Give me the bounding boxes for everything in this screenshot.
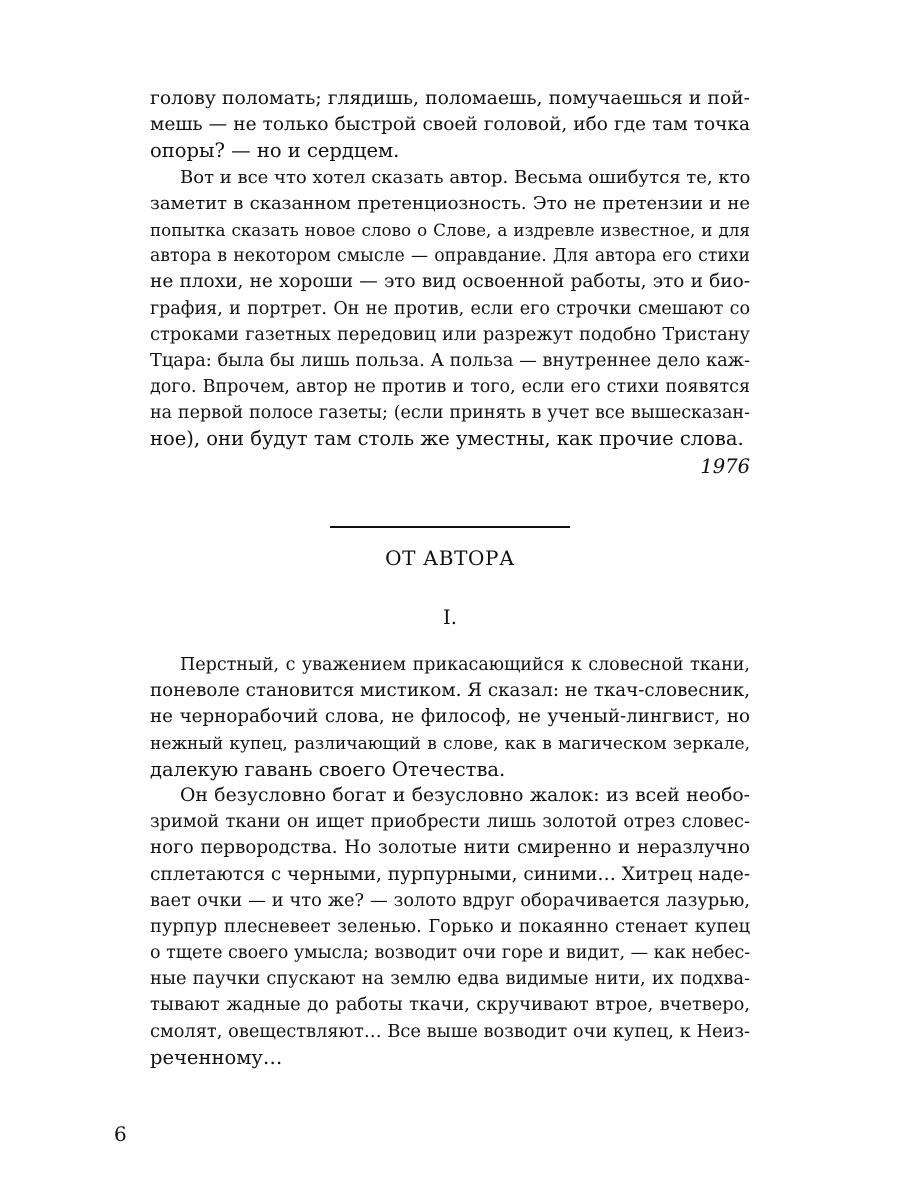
text-line: смолят, овеществляют… Все выше возводит очи купец, к Неиз- <box>150 1021 750 1042</box>
paragraph-block-bottom <box>150 652 750 1071</box>
section-heading: ОТ АВТОРА <box>385 546 515 570</box>
text-line: не чернорабочий слова, не философ, не ученый-лингвист, но <box>150 706 750 728</box>
text-line: опоры? — но и сердцем. <box>150 139 400 163</box>
text-line: ного первородства. Но золотые нити смиренно и неразлучно <box>150 837 750 859</box>
text-line: Перстный, с уважением прикасающийся к словесной ткани, <box>180 655 750 675</box>
text-line: нежный купец, различающий в слове, как в магическом зеркале, <box>150 733 750 754</box>
text-line: реченному… <box>150 1045 283 1069</box>
text-line: на первой полосе газеты; (если принять в учет все вышесказан- <box>150 403 750 424</box>
text-line: попытка сказать новое слово о Слове, а издревле известное, и для <box>150 219 750 240</box>
text-line: ные паучки спускают на землю едва видимые нити, их подхва- <box>150 969 750 990</box>
text-line: Тцара: была бы лишь польза. А польза — внутреннее дело каж- <box>150 350 750 371</box>
text-line: заметит в сказанном претенциозность. Это не претензии и не <box>150 192 750 214</box>
text-line: далекую гавань своего Отечества. <box>150 757 506 781</box>
text-line: голову поломать; глядишь, поломаешь, помучаешься и пой- <box>150 88 750 109</box>
text-line: сплетаются с черными, пурпурными, синими… Хитрец наде- <box>150 863 751 885</box>
paragraph-block-top <box>150 86 750 453</box>
text-line: вает очки — и что же? — золото вдруг оборачивается лазурью, <box>150 890 750 911</box>
text-line: строками газетных передовиц или разрежут подобно Тристану <box>150 324 750 345</box>
section-number: I. <box>443 606 457 629</box>
text-line: тывают жадные до работы ткачи, скручивают втрое, вчетверо, <box>150 995 750 1016</box>
text-line: Вот и все что хотел сказать автор. Весьма ошибутся те, кто <box>180 166 751 188</box>
section-divider <box>330 526 570 528</box>
text-line: поневоле становится мистиком. Я сказал: не ткач-словесник, <box>150 680 750 702</box>
year-date: 1976 <box>700 455 750 478</box>
text-line: зримой ткани он ищет приобрести лишь золотой отрез словес- <box>150 812 750 833</box>
text-line: не плохи, не хороши — это вид освоенной работы, это и био- <box>150 271 750 293</box>
text-line: дого. Впрочем, автор не против и того, если его стихи появятся <box>150 377 750 398</box>
text-line: ное), они будут там столь же уместны, как прочие слова. <box>150 427 744 451</box>
text-line: о тщете своего умысла; возводит очи горе и видит, — как небес- <box>150 943 751 964</box>
text-line: Он безусловно богат и безусловно жалок: из всей необо- <box>180 784 750 806</box>
page-number: 6 <box>114 1122 127 1146</box>
text-line: автора в некотором смысле — оправдание. Для автора его стихи <box>150 246 750 267</box>
text-line: мешь — не только быстрой своей головой, ибо где там точка <box>150 114 750 136</box>
text-line: пурпур плесневеет зеленью. Горько и покаянно стенает купец <box>150 916 750 937</box>
text-line: графия, и портрет. Он не против, если его строчки смешают со <box>150 298 750 319</box>
